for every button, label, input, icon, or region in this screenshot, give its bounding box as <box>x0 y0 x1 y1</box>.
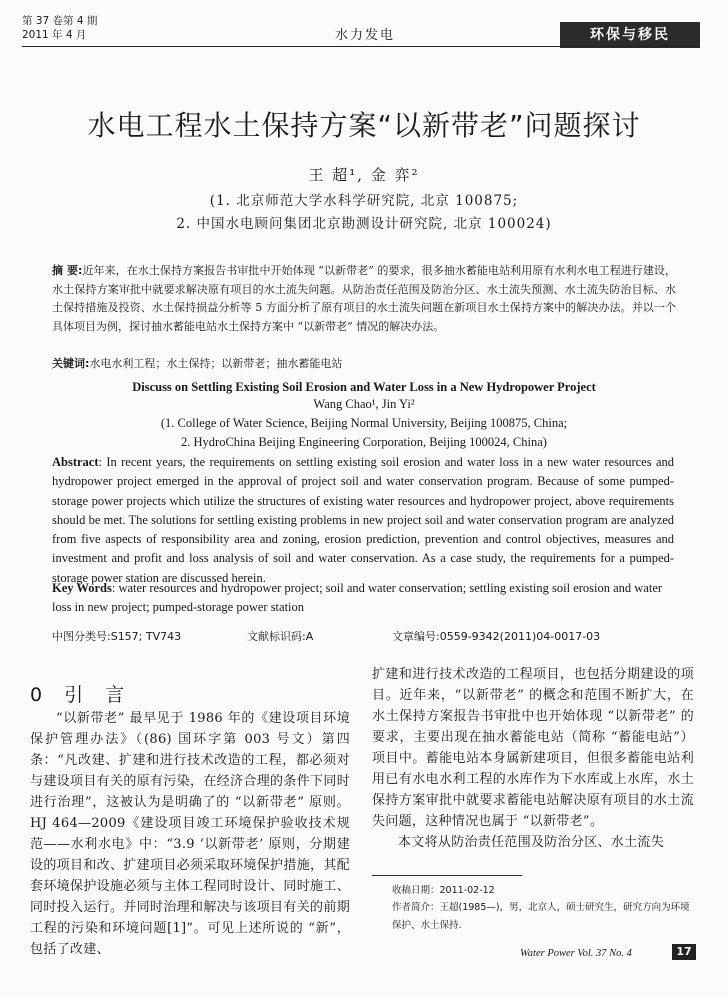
abstract-en <box>52 453 674 588</box>
english-affiliation-2: 2. HydroChina Beijing Engineering Corporation, Beijing 100024, China) <box>181 435 547 449</box>
english-title: Discuss on Settling Existing Soil Erosion and Water Loss in a New Hydropower Project <box>132 380 596 394</box>
body-column-right <box>372 664 694 853</box>
affiliation-2: 2. 中国水电顾问集团北京勘测设计研究院, 北京 100024) <box>176 216 552 232</box>
page-number: 17 <box>672 944 696 960</box>
volume-label: 第 37 卷第 4 期 <box>22 15 98 27</box>
keywords-cn-label: 关键词: <box>52 357 90 370</box>
clc-number: 中图分类号:S157; TV743 <box>52 630 182 643</box>
authors: 王 超¹, 金 弈² <box>308 166 420 184</box>
affiliation-1: (1. 北京师范大学水科学研究院, 北京 100875; <box>209 193 519 209</box>
received-date: 收稿日期：2011-02-12 <box>392 885 495 896</box>
abstract-cn-label: 摘 要: <box>52 264 83 277</box>
journal-name: 水力发电 <box>334 28 395 43</box>
footnote-divider <box>372 875 522 876</box>
header-divider <box>22 46 700 47</box>
section-heading: 0 引 言 <box>30 684 133 706</box>
keywords-cn-text: 水电水利工程；水土保持；以新带老；抽水蓄能电站 <box>89 357 343 370</box>
body-column-left <box>30 708 350 960</box>
body-paragraph: “以新带老” 最早见于 1986 年的《建设项目环境保护管理办法》（(86) 国环字第 003 号文）第四条：“凡改建、扩建和进行技术改造的工程，都必须对与建设项目有关的原有污染，在经济合理的条件下同时进行治理”，这被认为是明确了的 “以新带老” 原则。HJ 464—2009《建设项目竣工环境保护验收技术规范——水利水电》中：“3.9 ‘以新带老’ 原则，分期建设的项目和改、扩建项目必须采取环境保护措施，其配套环境保护设施必须与主体工程同时设计、同时施工、同时投入运行。并同时治理和解决与该项目有关的前期工程的污染和环境问题[1]”。可见上述所说的 “新”，包括了改建、 <box>30 711 350 957</box>
section-badge: 环保与移民 <box>560 22 700 48</box>
issue-info <box>22 14 97 42</box>
date-label: 2011 年 4 月 <box>22 29 87 41</box>
abstract-cn-text: 近年来，在水土保持方案报告书审批中开始体现 “以新带老” 的要求，很多抽水蓄能电站利用原有水利水电工程进行建设，水土保持方案审批中就要求解决原有项目的水土流失问题。从防治责任范围及防治分区、水土流失预测、水土流失防治目标、水土保持措施及投资、水土保持损益分析等 5 方面分析了原有项目的水土流失问题在新项目水土保持方案中的解决办法。并以一个具体项目为例，探讨抽水蓄能电站水土保持方案中 “以新带老” 情况的解决办法。 <box>52 264 676 333</box>
author-bio: 作者简介：王超(1985—)，男，北京人，硕士研究生，研究方向为环境保护、水土保持. <box>392 902 690 931</box>
keywords-en-label: Key Words <box>52 581 112 595</box>
english-authors: Wang Chao¹, Jin Yi² <box>313 397 415 411</box>
body-paragraph: 扩建和进行技术改造的工程项目，也包括分期建设的项目。近年来，“以新带老” 的概念和范围不断扩大，在水土保持方案报告书审批中也开始体现 “以新带老” 的要求，主要出现在抽水蓄能电站（简称 “蓄能电站”）项目中。蓄能电站本身属新建项目，但很多蓄能电站利用已有水电水利工程的水库作为下水库或上水库，水土保持方案审批中就要求蓄能电站解决原有项目的水土流失问题，这种情况也属于 “以新带老”。 <box>372 667 694 829</box>
document-code: 文献标识码:A <box>247 630 314 643</box>
footer-journal-info: Water Power Vol. 37 No. 4 <box>520 948 632 959</box>
abstract-en-text: : In recent years, the requirements on settling existing soil erosion and water loss in a new water resources and hydropower project emerged in the approval of project soil and water conservation program. Because of some pumped-storage power projects which utilize the structures of existing water resources and hydropower project, above requirements should be met. The solutions for settling existing problems in new project soil and water conservation program are analyzed from five aspects of responsibility area and zoning, erosion prediction, prevention and control objectives, measures and investment and profit and loss analysis of soil and water conservation. As a case study, the requirements for a pumped-storage power station are discussed herein. <box>52 455 674 585</box>
keywords-en-text: : water resources and hydropower project; soil and water conservation; settling existing soil erosion and water loss in new project; pumped-storage power station <box>52 581 663 614</box>
abstract-en-label: Abstract <box>52 455 99 469</box>
keywords-en <box>52 579 674 617</box>
keywords-cn <box>52 355 676 371</box>
body-paragraph: 本文将从防治责任范围及防治分区、水土流失 <box>398 835 665 850</box>
paper-title: 水电工程水土保持方案“以新带老”问题探讨 <box>87 109 641 142</box>
article-number: 文章编号:0559-9342(2011)04-0017-03 <box>392 630 601 643</box>
english-affiliation-1: (1. College of Water Science, Beijing Normal University, Beijing 100875, China; <box>160 416 568 430</box>
abstract-cn <box>52 262 676 336</box>
